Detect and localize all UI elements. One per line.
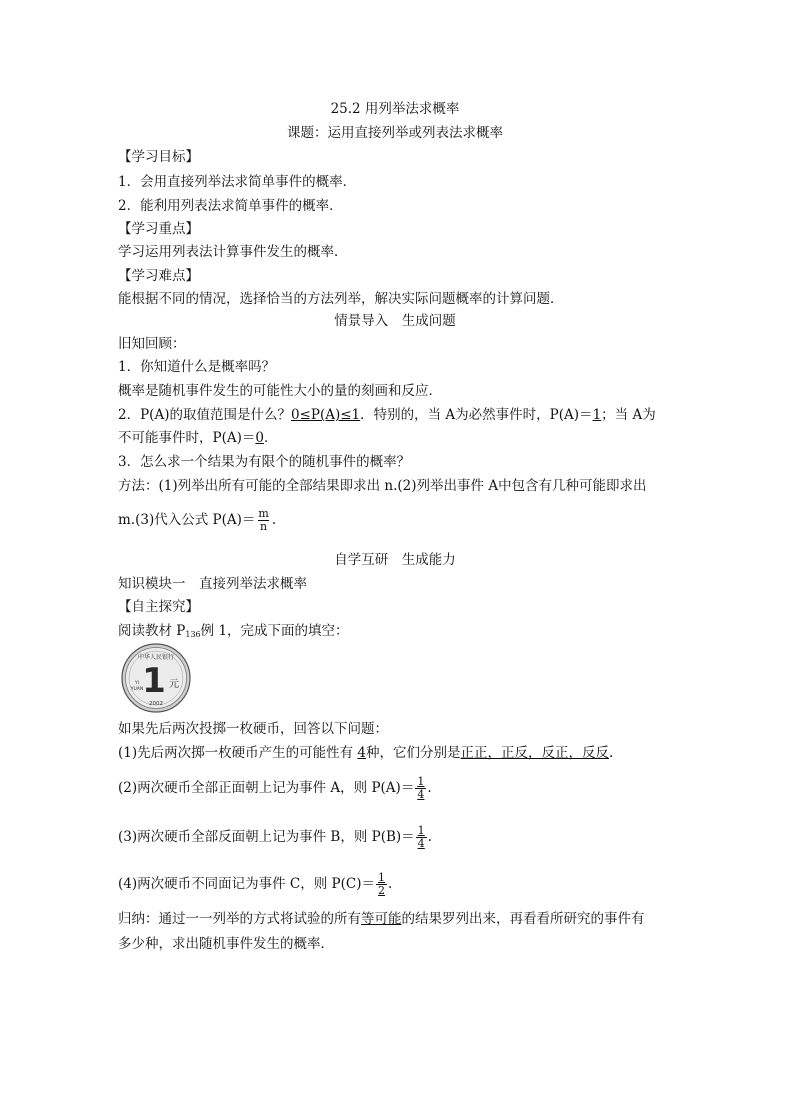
method-line-2: m.(3)代入公式 P(A)＝ $\frac{m}{n}$ . <box>118 507 277 533</box>
reading-instruction: 阅读教材 $P_{136}$例 1，完成下面的填空： <box>118 623 349 639</box>
difficulties-text: 能根据不同的情况，选择恰当的方法列举，解决实际问题概率的计算问题． <box>118 291 564 307</box>
page-title: 25.2 用列举法求概率 <box>330 101 460 117</box>
review-question-2: 2．P(A)的取值范围是什么？0≤P(A)≤1．特别的，当 A为必然事件时，P(A)＝1；当 A为 <box>118 407 656 423</box>
fraction-answer: $\frac{1}{4}$ <box>417 775 425 801</box>
objective-item: 2．能利用列表法求简单事件的概率． <box>118 198 343 214</box>
lesson-subtitle: 课题：运用直接列举或列表法求概率 <box>287 125 503 141</box>
coin-question-2: (2)两次硬币全部正面朝上记为事件 A，则 P(A)＝ $\frac{1}{4}$ . <box>118 775 432 801</box>
coin-intro: 如果先后两次投掷一枚硬币，回答以下问题： <box>118 721 388 737</box>
coin-question-3: (3)两次硬币全部反面朝上记为事件 B，则 P(B)＝ $\frac{1}{4}$ . <box>118 824 432 850</box>
coin-question-1: (1)先后两次掷一枚硬币产生的可能性有 4种，它们分别是正正，正反，反正，反反. <box>118 745 614 761</box>
section-heading: 自学互研 生成能力 <box>334 552 456 568</box>
key-points-heading: 【学习重点】 <box>118 221 199 237</box>
difficulties-heading: 【学习难点】 <box>118 268 199 284</box>
key-points-text: 学习运用列表法计算事件发生的概率． <box>118 244 348 260</box>
summary-line-2: 多少种，求出随机事件发生的概率． <box>118 936 334 952</box>
review-label: 旧知回顾： <box>118 336 186 352</box>
review-question-3: 3．怎么求一个结果为有限个的随机事件的概率？ <box>118 454 411 470</box>
summary-line-1: 归纳：通过一一列举的方式将试验的所有等可能的结果罗列出来，再看看所研究的事件有 <box>118 911 645 927</box>
review-answer-1: 概率是随机事件发生的可能性大小的量的刻画和反应． <box>118 383 442 399</box>
fraction-m-over-n: $\frac{m}{n}$ <box>258 507 269 533</box>
one-yuan-coin-image <box>121 643 191 713</box>
coin-unit: 元 <box>169 679 179 690</box>
explore-heading: 【自主探究】 <box>118 599 199 615</box>
coin-year: 2002 <box>149 701 163 707</box>
coin-top-text: 中华人民银行 <box>137 654 175 661</box>
review-question-1: 1．你知道什么是概率吗？ <box>118 359 276 375</box>
objectives-heading: 【学习目标】 <box>118 149 199 165</box>
answer-blank: 正正，正反，反正，反反 <box>460 745 610 761</box>
answer-blank: 等可能 <box>361 911 402 927</box>
section-heading: 情景导入 生成问题 <box>334 313 456 329</box>
coin-yi: YI <box>134 681 140 686</box>
objective-item: 1．会用直接列举法求简单事件的概率． <box>118 174 357 190</box>
review-question-2-cont: 不可能事件时，P(A)＝0． <box>118 430 278 446</box>
answer-blank: 0≤P(A)≤1 <box>290 407 361 423</box>
coin-digit: 1 <box>142 661 166 701</box>
answer-blank: 4 <box>357 745 367 761</box>
method-line-1: 方法：(1)列举出所有可能的全部结果即求出 n.(2)列举出事件 A中包含有几种可能即求出 <box>118 478 647 494</box>
coin-question-4: (4)两次硬币不同面记为事件 C，则 P(C)＝ $\frac{1}{2}$ . <box>118 871 393 897</box>
answer-blank: 1 <box>592 407 602 423</box>
module-title: 知识模块一 直接列举法求概率 <box>118 576 307 592</box>
answer-blank: 0 <box>255 430 264 446</box>
fraction-answer: $\frac{1}{4}$ <box>417 824 425 850</box>
coin-yuan: YUAN <box>130 687 144 692</box>
fraction-answer: $\frac{1}{2}$ <box>377 871 385 897</box>
